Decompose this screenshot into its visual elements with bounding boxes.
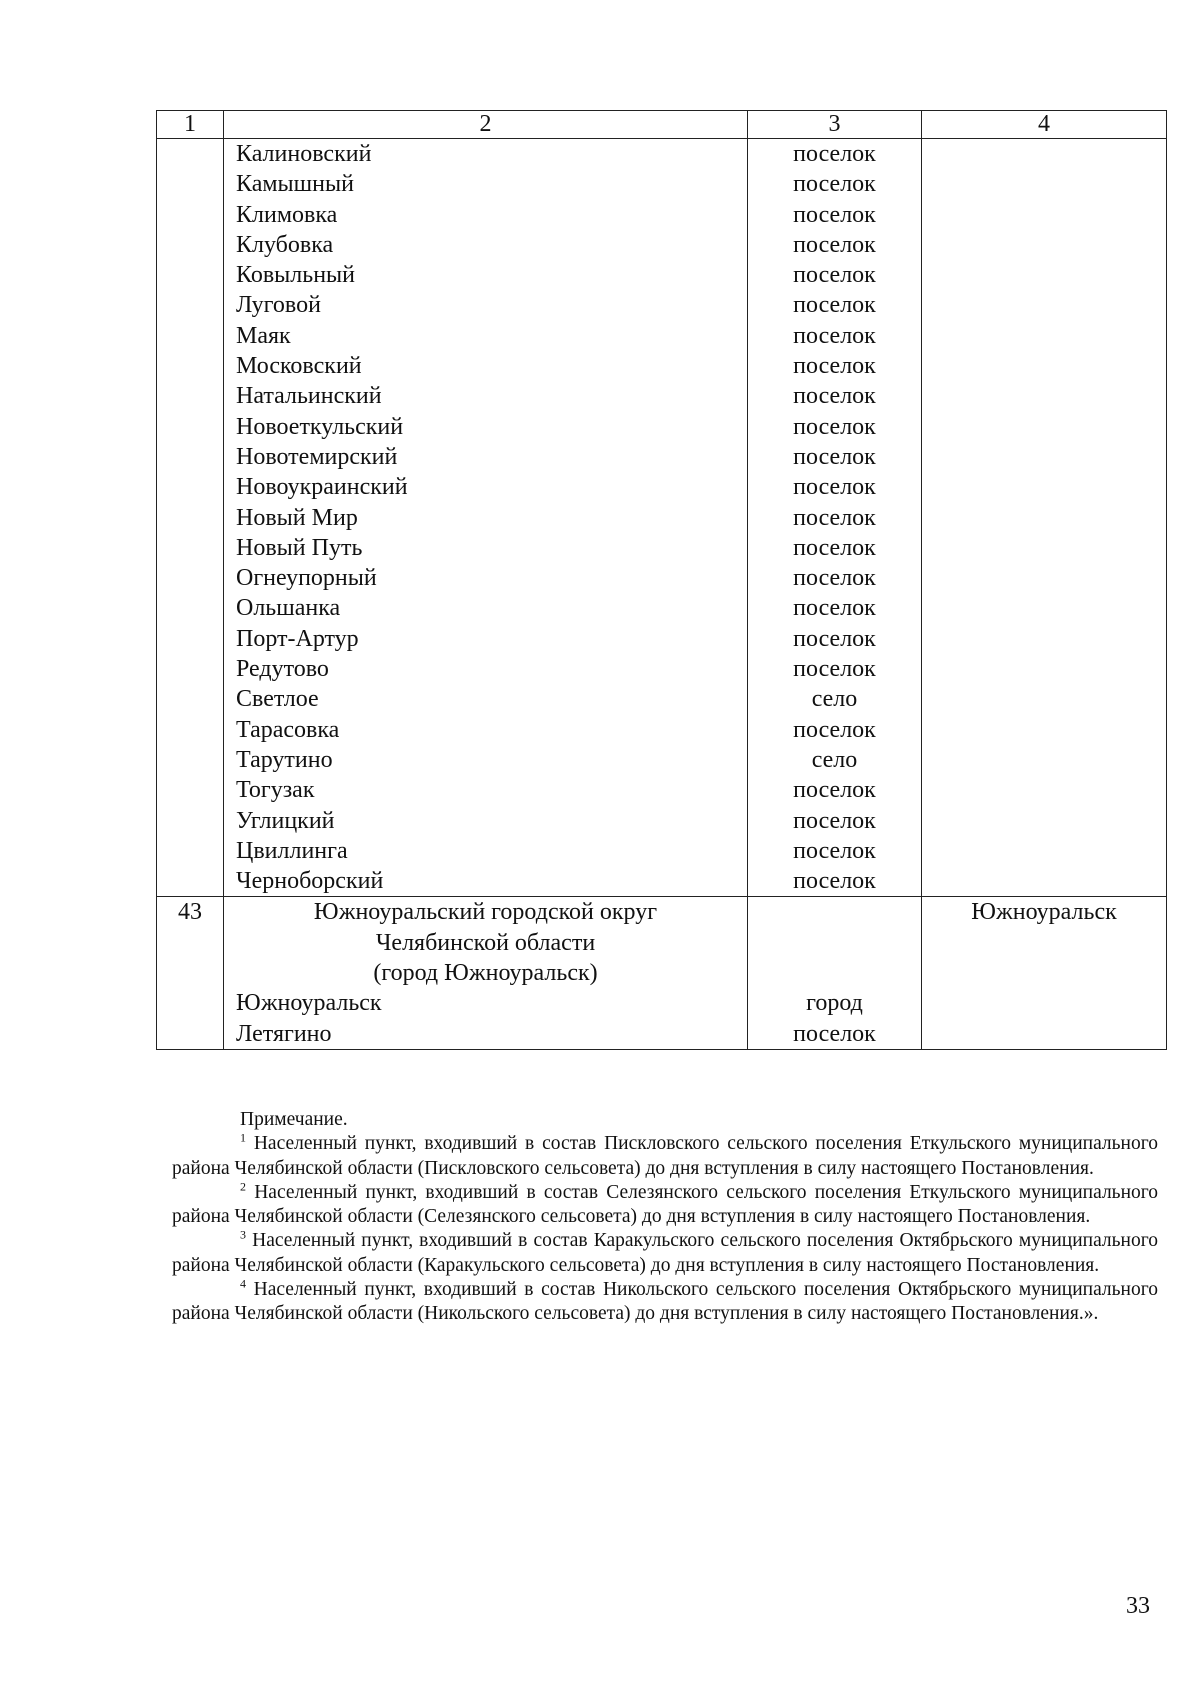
note-item — [172, 1278, 1158, 1327]
district-number: 43 — [157, 897, 224, 1049]
settlement-name: Тарасовка — [236, 716, 340, 743]
settlement-name: Цвиллинга — [236, 837, 348, 864]
continued-district-row — [157, 139, 1167, 897]
district-admin-center: Южноуральск — [922, 897, 1167, 1049]
district-title-line: Южноуральский городской округ — [313, 899, 658, 926]
settlement-type: поселок — [793, 504, 876, 531]
settlement-name: Маяк — [236, 322, 291, 349]
settlement-type: поселок — [793, 231, 876, 258]
settlement-type: поселок — [793, 868, 876, 895]
district-43-types-cell — [748, 897, 922, 1049]
settlement-name: Калиновский — [236, 141, 372, 167]
settlement-name: Луговой — [236, 292, 321, 319]
settlement-type: поселок — [793, 262, 876, 289]
settlement-names-cell — [224, 139, 748, 897]
settlement-name: Московский — [236, 353, 362, 380]
note-item — [172, 1229, 1158, 1278]
settlement-type: поселок — [793, 625, 876, 652]
note-mark: 3 — [240, 1227, 246, 1242]
settlement-name: Черноборский — [236, 868, 384, 895]
notes-title: Примечание. — [240, 1109, 348, 1130]
settlement-name: Новый Мир — [236, 504, 358, 531]
column-header-4: 4 — [922, 111, 1167, 139]
settlement-type: поселок — [793, 353, 876, 380]
note-text: Населенный пункт, входивший в состав Селезянского сельского поселения Еткульского муниципального района Челябинской области (Селезянского сельсовета) до дня вступления в силу настоящего Постановления. — [172, 1181, 1159, 1228]
settlement-name: Углицкий — [236, 807, 335, 834]
district-43-row — [157, 897, 1167, 1049]
settlement-type: город — [806, 990, 863, 1017]
settlement-name: Светлое — [236, 686, 319, 713]
settlement-name: Новоеткульский — [236, 413, 404, 440]
note-item — [172, 1181, 1158, 1230]
settlement-name: Огнеупорный — [236, 565, 377, 592]
settlement-type: поселок — [793, 565, 876, 592]
settlement-type: поселок — [793, 777, 876, 804]
settlement-name: Южноуральск — [236, 990, 382, 1017]
district-title-line: (город Южноуральск) — [373, 960, 598, 987]
note-text: Населенный пункт, входивший в состав Каракульского сельского поселения Октябрьского муниципального района Челябинской области (Каракульского сельсовета) до дня вступления в силу настоящего Постановления. — [172, 1230, 1159, 1276]
settlement-type: поселок — [793, 292, 876, 319]
settlement-type: поселок — [793, 413, 876, 440]
settlement-type: поселок — [793, 201, 876, 228]
settlement-name: Новый Путь — [236, 534, 363, 561]
settlement-type: село — [811, 686, 858, 713]
settlement-type: поселок — [793, 1020, 876, 1047]
note-item — [172, 1132, 1158, 1181]
settlement-name: Клубовка — [236, 231, 334, 258]
settlement-type: поселок — [793, 443, 876, 470]
column-header-3: 3 — [748, 111, 922, 139]
settlement-type: поселок — [793, 534, 876, 561]
column-header-1: 1 — [157, 111, 224, 139]
continued-district-number-cell — [157, 139, 224, 897]
settlement-type: поселок — [793, 807, 876, 834]
settlement-name: Новоукраинский — [236, 474, 408, 501]
settlement-name: Ковыльный — [236, 262, 356, 289]
note-text: Населенный пункт, входивший в состав Пискловского сельского поселения Еткульского муниципального района Челябинской области (Пискловского сельсовета) до дня вступления в силу настоящего Постановления. — [172, 1133, 1159, 1179]
settlement-type: поселок — [793, 595, 876, 622]
settlement-type: поселок — [793, 837, 876, 864]
settlement-type: село — [811, 746, 858, 773]
admin-center-cell — [922, 139, 1167, 897]
page-number: 33 — [1126, 1593, 1150, 1619]
settlement-type: поселок — [793, 141, 876, 167]
settlement-name: Камышный — [236, 171, 354, 198]
settlement-name: Летягино — [236, 1020, 332, 1047]
settlement-name: Новотемирский — [236, 443, 398, 470]
note-mark: 1 — [240, 1130, 246, 1145]
note-mark: 4 — [240, 1276, 246, 1291]
settlements-table — [156, 110, 1167, 1050]
settlement-name: Порт-Артур — [236, 625, 359, 652]
note-mark: 2 — [240, 1179, 246, 1194]
settlement-name: Натальинский — [236, 383, 382, 410]
settlement-type: поселок — [793, 322, 876, 349]
settlement-types-cell — [748, 139, 922, 897]
settlement-type: поселок — [793, 383, 876, 410]
settlement-type: поселок — [793, 716, 876, 743]
notes-section — [172, 1108, 1158, 1327]
settlement-type: поселок — [793, 474, 876, 501]
note-text: Населенный пункт, входивший в состав Никольского сельского поселения Октябрьского муниципального района Челябинской области (Никольского сельсовета) до дня вступления в силу настоящего Постановления.». — [172, 1279, 1159, 1325]
settlement-name: Ольшанка — [236, 595, 341, 622]
settlement-type: поселок — [793, 171, 876, 198]
settlement-name: Климовка — [236, 201, 338, 228]
settlement-type: поселок — [793, 656, 876, 683]
district-title-line: Челябинской области — [375, 929, 596, 956]
column-header-2: 2 — [224, 111, 748, 139]
table-header-row — [157, 111, 1167, 139]
settlement-name: Тогузак — [236, 777, 315, 804]
settlement-name: Тарутино — [236, 746, 333, 773]
district-43-names-cell — [224, 897, 748, 1049]
settlement-name: Редутово — [236, 656, 329, 683]
